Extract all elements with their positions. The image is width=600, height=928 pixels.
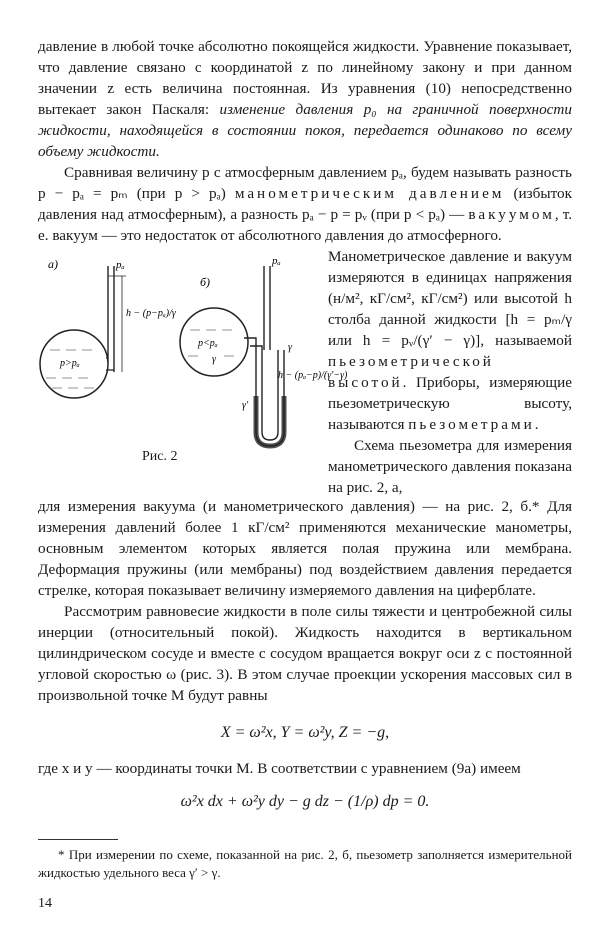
paragraph-vacuum-manometers: для измерения вакуума (и манометрического давления) — на рис. 2, б.* Для измерения давлений более 1 кГ/см² применяются механические манометры, основным элементом которых является полая пружина или мембрана. Деформация пружины (или мембраны) под воздействием давления передается стрелке, которая показывает величину измеряемого давления на циферблате. xyxy=(38,498,572,599)
paragraph-pascal: давление в любой точке абсолютно покоящейся жидкости. Уравнение показывает, что давление связано с координатой z по линейному закону и при данном значении z есть величина постоянная. Из уравнения (10) непосредственно вытекает закон Паскаля: изменение давления p₀ на граничной поверхности жидкости, находящейся в состоянии покоя, передается одинаково по всему объему жидкости. xyxy=(38,38,572,160)
pa-label-a: pₐ xyxy=(116,259,125,271)
figure-label-b: б) xyxy=(200,275,211,289)
page-body xyxy=(38,36,572,882)
p-gt-label: p>pₐ xyxy=(60,358,80,369)
footnote: * При измерении по схеме, показанной на рис. 2, б, пьезометр заполняется измерительной жидкостью удельного веса γ′ > γ. xyxy=(38,847,572,880)
gamma-prime-label: γ′ xyxy=(242,400,249,411)
svg-text:γ: γ xyxy=(212,354,216,365)
paragraph-coordinates: где x и y — координаты точки M. В соответствии с уравнением (9а) имеем xyxy=(38,760,521,777)
page-number: 14 xyxy=(38,896,52,911)
figure-label-a: а) xyxy=(48,257,58,271)
footnote-rule xyxy=(38,839,118,840)
u-tube xyxy=(244,338,284,446)
svg-text:γ: γ xyxy=(288,342,292,353)
h-formula-b: h − (pₐ−p)/(γ′−γ) xyxy=(278,370,348,381)
paragraph-pressure-definitions: Сравнивая величину p с атмосферным давлением pₐ, будем называть разность p − pₐ = pₘ (при p > pₐ) манометрическим давлением (избыток давления над атмосферным), а разность pₐ − p = pᵥ (при p < pₐ) — вакуумом, т. е. вакуум — это недостаток от абсолютного давления до атмосферного. xyxy=(38,164,572,244)
paragraph-relative-rest: Рассмотрим равновесие жидкости в поле силы тяжести и центробежной силы инерции (относительный покой). Жидкость находится в вертикальном цилиндрическом сосуде и вместе с сосудом вращается вокруг оси z с постоянной угловой скоростью ω (рис. 3). В этом случае проекции ускорения массовых сил в произвольной точке M будут равны xyxy=(38,603,572,704)
p-lt-label: p<pₐ xyxy=(198,338,218,349)
piezometer-figure xyxy=(38,246,348,466)
formula-equilibrium: ω²x dx + ω²y dy − g dz − (1/ρ) dp = 0. xyxy=(180,793,430,810)
formula-projections: X = ω²x, Y = ω²y, Z = −g, xyxy=(220,724,390,741)
figure-caption: Рис. 2 xyxy=(142,449,178,464)
figure-side-text: Манометрическое давление и вакуум измеряются в единицах напряжения (н/м², кГ/см², кГ/см²) или высотой h столба данной жидкости [h = pₘ/γ или h = pᵥ/(γ′ − γ)], называемой пьезометрической высотой. Приборы, измеряющие пьезометрическую высоту, называются пьезометрами. Схема пьезометра для измерения манометрического давления показана на рис. 2, а, xyxy=(328,248,572,496)
h-formula-a: h − (p−pₐ)/γ xyxy=(126,308,176,319)
figure-2-block xyxy=(38,246,572,496)
pa-label-b: pₐ xyxy=(272,255,281,267)
